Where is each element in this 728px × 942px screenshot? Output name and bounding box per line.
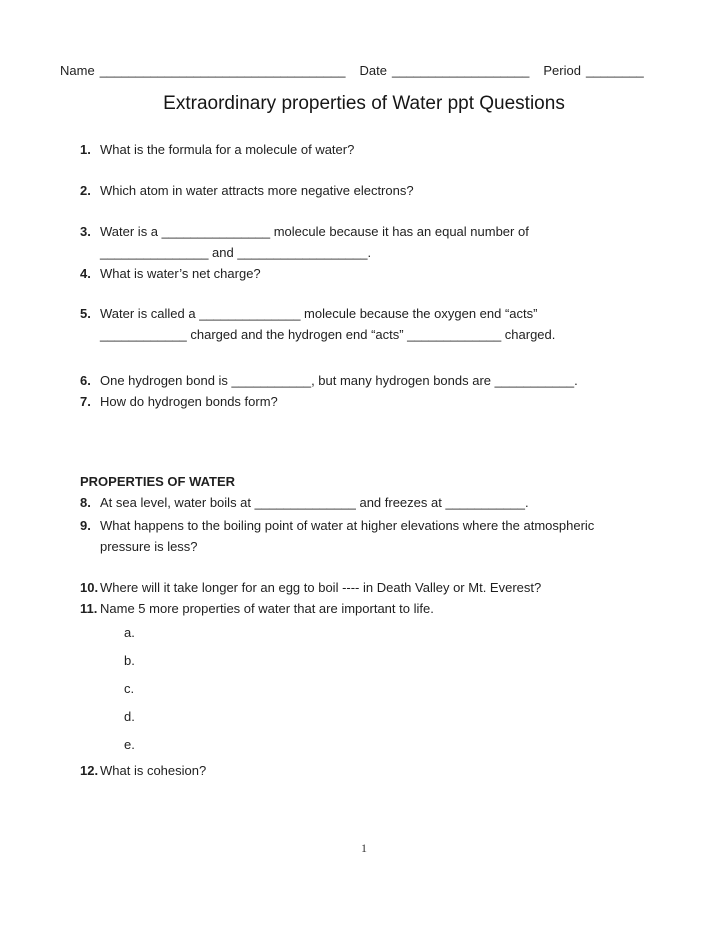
question-1-text: What is the formula for a molecule of water? [100,142,355,157]
question-2-number: 2. [80,183,91,198]
period-blank-line: ________ [585,63,644,78]
question-9 [60,515,668,557]
question-7 [60,391,668,412]
sub-item-d: d. [124,709,135,724]
question-9-number: 9. [80,518,91,533]
question-7-number: 7. [80,394,91,409]
page-number: 1 [361,841,367,855]
question-11-number: 11. [80,601,98,616]
question-3-line-2: _______________ and __________________. [100,245,372,260]
question-7-text: How do hydrogen bonds form? [100,394,278,409]
question-5-line-2: ____________ charged and the hydrogen end “acts” _____________ charged. [100,327,556,342]
question-10-number: 10. [80,580,99,595]
question-9-line-1: What happens to the boiling point of water at higher elevations where the atmospheric [100,518,595,533]
question-10-text: Where will it take longer for an egg to boil ---- in Death Valley or Mt. Everest? [100,580,542,595]
question-11-text: Name 5 more properties of water that are important to life. [100,601,434,616]
question-3-number: 3. [80,224,91,239]
sub-item-b: b. [124,653,135,668]
question-5-number: 5. [80,306,91,321]
question-3-line-1: Water is a _______________ molecule because it has an equal number of [100,224,529,239]
question-2 [60,180,668,201]
question-6 [60,370,668,391]
question-6-text: One hydrogen bond is ___________, but many hydrogen bonds are ___________. [100,373,578,388]
question-1 [60,139,668,160]
question-1-number: 1. [80,142,91,157]
date-label: Date [359,63,387,78]
question-2-text: Which atom in water attracts more negative electrons? [100,183,414,198]
question-6-number: 6. [80,373,91,388]
question-8-text: At sea level, water boils at ______________ and freezes at ___________. [100,495,529,510]
question-12-number: 12. [80,763,99,778]
date-blank-line: ___________________ [391,63,530,78]
question-3 [60,221,668,263]
name-blank-line: __________________________________ [99,63,346,78]
question-5-text [100,303,668,345]
period-label: Period [543,63,581,78]
question-4-text: What is water’s net charge? [100,266,261,281]
question-9-line-2: pressure is less? [100,539,198,554]
question-11 [60,598,668,619]
sub-item-e: e. [124,737,135,752]
question-5 [60,303,668,345]
section-heading: PROPERTIES OF WATER [80,474,236,489]
question-12 [60,760,668,781]
question-3-text [100,221,668,263]
question-5-line-1: Water is called a ______________ molecule because the oxygen end “acts” [100,306,538,321]
sub-item-c: c. [124,681,135,696]
question-8-number: 8. [80,495,91,510]
question-12-text: What is cohesion? [100,763,207,778]
question-8 [60,492,668,513]
page-title: Extraordinary properties of Water ppt Questions [163,93,565,114]
name-label: Name [60,63,95,78]
question-4 [60,263,668,284]
question-9-text [100,515,668,557]
question-10 [60,577,668,598]
name-date-period-row [60,60,668,81]
sub-item-a: a. [124,625,135,640]
question-4-number: 4. [80,266,91,281]
